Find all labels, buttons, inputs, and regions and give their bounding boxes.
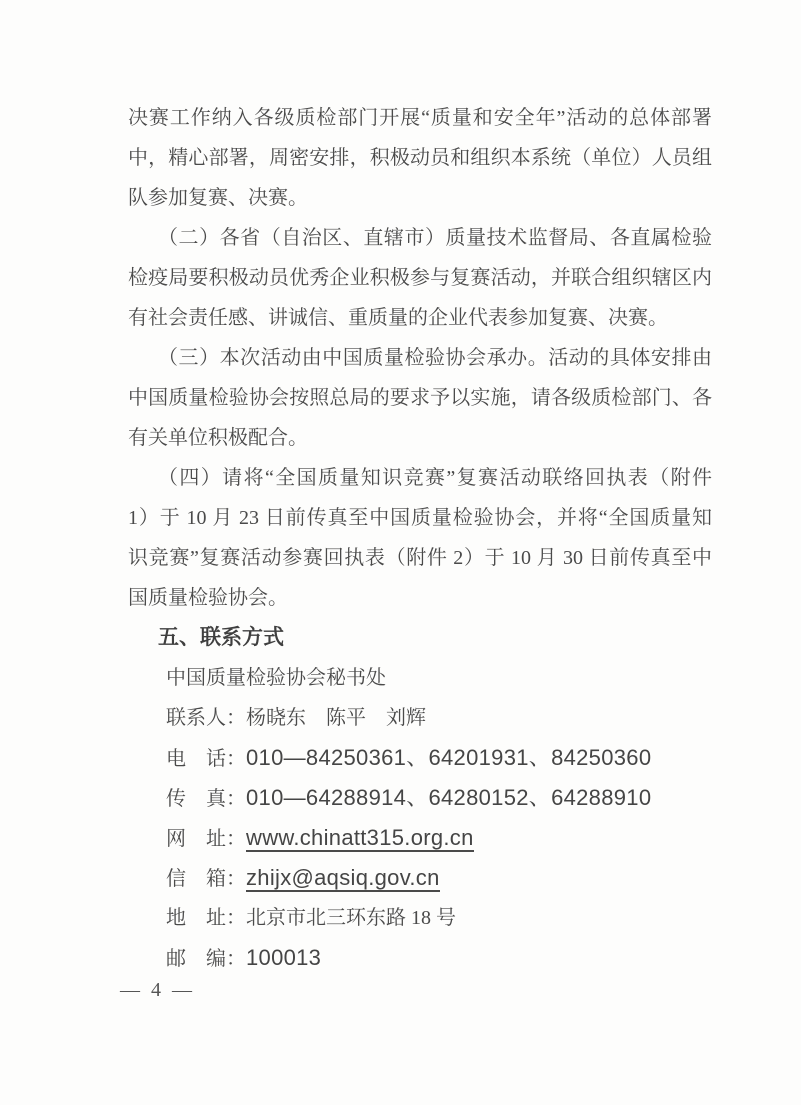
body-lines bbox=[128, 98, 712, 618]
contact-fax-label: 传 真： bbox=[166, 788, 246, 810]
contact-address-value: 北京市北三环东路 18 号 bbox=[246, 907, 456, 929]
contact-row-fax bbox=[128, 778, 712, 818]
contact-postcode-label: 邮 编： bbox=[166, 948, 246, 970]
contact-postcode-value: 100013 bbox=[246, 945, 322, 970]
contact-row-person bbox=[128, 698, 712, 738]
contact-person-label: 联系人： bbox=[166, 707, 246, 729]
body-line: 中，精心部署，周密安排，积极动员和组织本系统（单位）人员组 bbox=[128, 147, 712, 169]
contact-fax-value: 010—64288914、64280152、64288910 bbox=[246, 785, 652, 810]
contact-phone-label: 电 话： bbox=[166, 748, 246, 770]
contact-row-postcode bbox=[128, 938, 712, 978]
body-line: 中国质量检验协会按照总局的要求予以实施，请各级质检部门、各 bbox=[128, 387, 712, 409]
contact-email-label: 信 箱： bbox=[166, 868, 246, 890]
body-line: 检疫局要积极动员优秀企业积极参与复赛活动，并联合组织辖区内 bbox=[128, 267, 712, 289]
body-line: 有关单位积极配合。 bbox=[128, 427, 308, 449]
contact-phone-value: 010—84250361、64201931、84250360 bbox=[246, 745, 652, 770]
body-line: 决赛工作纳入各级质检部门开展“质量和安全年”活动的总体部署 bbox=[128, 107, 712, 129]
body-line: 有社会责任感、讲诚信、重质量的企业代表参加复赛、决赛。 bbox=[128, 307, 668, 329]
contact-rows bbox=[128, 698, 712, 978]
body-line: 国质量检验协会。 bbox=[128, 587, 288, 609]
contact-person-value: 杨晓东 陈平 刘辉 bbox=[246, 707, 426, 729]
contact-row-website bbox=[128, 818, 712, 858]
body-line: （二）各省（自治区、直辖市）质量技术监督局、各直属检验 bbox=[158, 227, 712, 249]
body-line: （四）请将“全国质量知识竞赛”复赛活动联络回执表（附件 bbox=[158, 467, 712, 489]
contact-website-value: www.chinatt315.org.cn bbox=[246, 825, 474, 850]
section-heading: 五、联系方式 bbox=[158, 626, 284, 649]
body-line: 1）于 10 月 23 日前传真至中国质量检验协会，并将“全国质量知 bbox=[128, 507, 712, 529]
contact-email-value: zhijx@aqsiq.gov.cn bbox=[246, 865, 440, 890]
contact-row-address bbox=[128, 898, 712, 938]
page-number: — 4 — bbox=[120, 979, 195, 1001]
contact-row-email bbox=[128, 858, 712, 898]
body-line: 队参加复赛、决赛。 bbox=[128, 187, 308, 209]
body-line: 识竞赛”复赛活动参赛回执表（附件 2）于 10 月 30 日前传真至中 bbox=[128, 547, 712, 569]
contact-address-label: 地 址： bbox=[166, 907, 246, 929]
document-text-block bbox=[128, 98, 712, 978]
contact-row-phone bbox=[128, 738, 712, 778]
body-line: （三）本次活动由中国质量检验协会承办。活动的具体安排由 bbox=[158, 347, 712, 369]
contact-website-label: 网 址： bbox=[166, 828, 246, 850]
contact-org-line: 中国质量检验协会秘书处 bbox=[166, 667, 386, 689]
